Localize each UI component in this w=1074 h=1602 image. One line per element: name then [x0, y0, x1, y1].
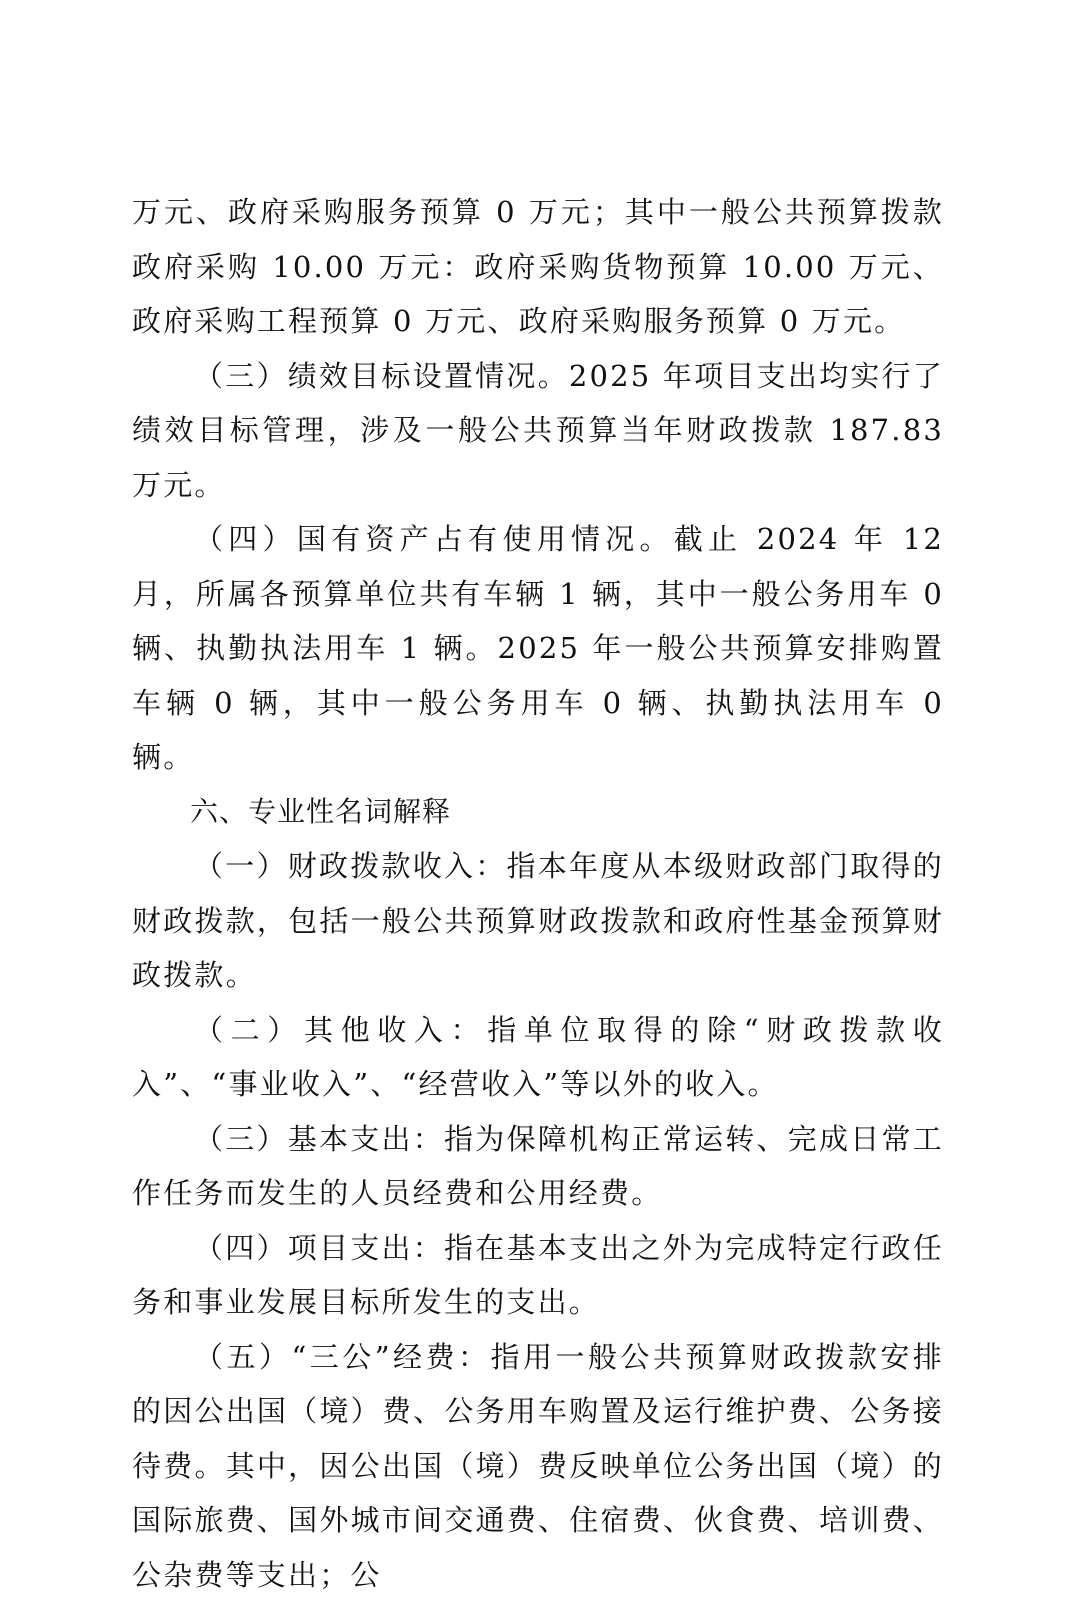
paragraph-performance-targets: （三）绩效目标设置情况。2025 年项目支出均实行了绩效目标管理，涉及一般公共预算当年财政拨款 187.83 万元。 — [132, 349, 944, 513]
paragraph-term-three-public: （五）“三公”经费：指用一般公共预算财政拨款安排的因公出国（境）费、公务用车购置及运行维护费、公务接待费。其中，因公出国（境）费反映单位公务出国（境）的国际旅费、国外城市间交通费、住宿费、伙食费、培训费、公杂费等支出；公 — [132, 1330, 944, 1602]
paragraph-term-basic-expenditure: （三）基本支出：指为保障机构正常运转、完成日常工作任务而发生的人员经费和公用经费。 — [132, 1112, 944, 1221]
paragraph-term-other-income: （二）其他收入：指单位取得的除“财政拨款收入”、“事业收入”、“经营收入”等以外的收入。 — [132, 1003, 944, 1112]
paragraph-state-assets: （四）国有资产占有使用情况。截止 2024 年 12 月，所属各预算单位共有车辆 1 辆，其中一般公务用车 0 辆、执勤执法用车 1 辆。2025 年一般公共预算安排购置车辆 0 辆，其中一般公务用车 0 辆、执勤执法用车 0 辆。 — [132, 512, 944, 785]
paragraph-procurement-continued: 万元、政府采购服务预算 0 万元；其中一般公共预算拨款政府采购 10.00 万元：政府采购货物预算 10.00 万元、政府采购工程预算 0 万元、政府采购服务预算 0 万元。 — [132, 185, 944, 349]
paragraph-term-fiscal-income: （一）财政拨款收入：指本年度从本级财政部门取得的财政拨款，包括一般公共预算财政拨款和政府性基金预算财政拨款。 — [132, 839, 944, 1003]
section-heading-terms: 六、专业性名词解释 — [132, 785, 944, 840]
paragraph-term-project-expenditure: （四）项目支出：指在基本支出之外为完成特定行政任务和事业发展目标所发生的支出。 — [132, 1221, 944, 1330]
document-page — [132, 185, 944, 1602]
